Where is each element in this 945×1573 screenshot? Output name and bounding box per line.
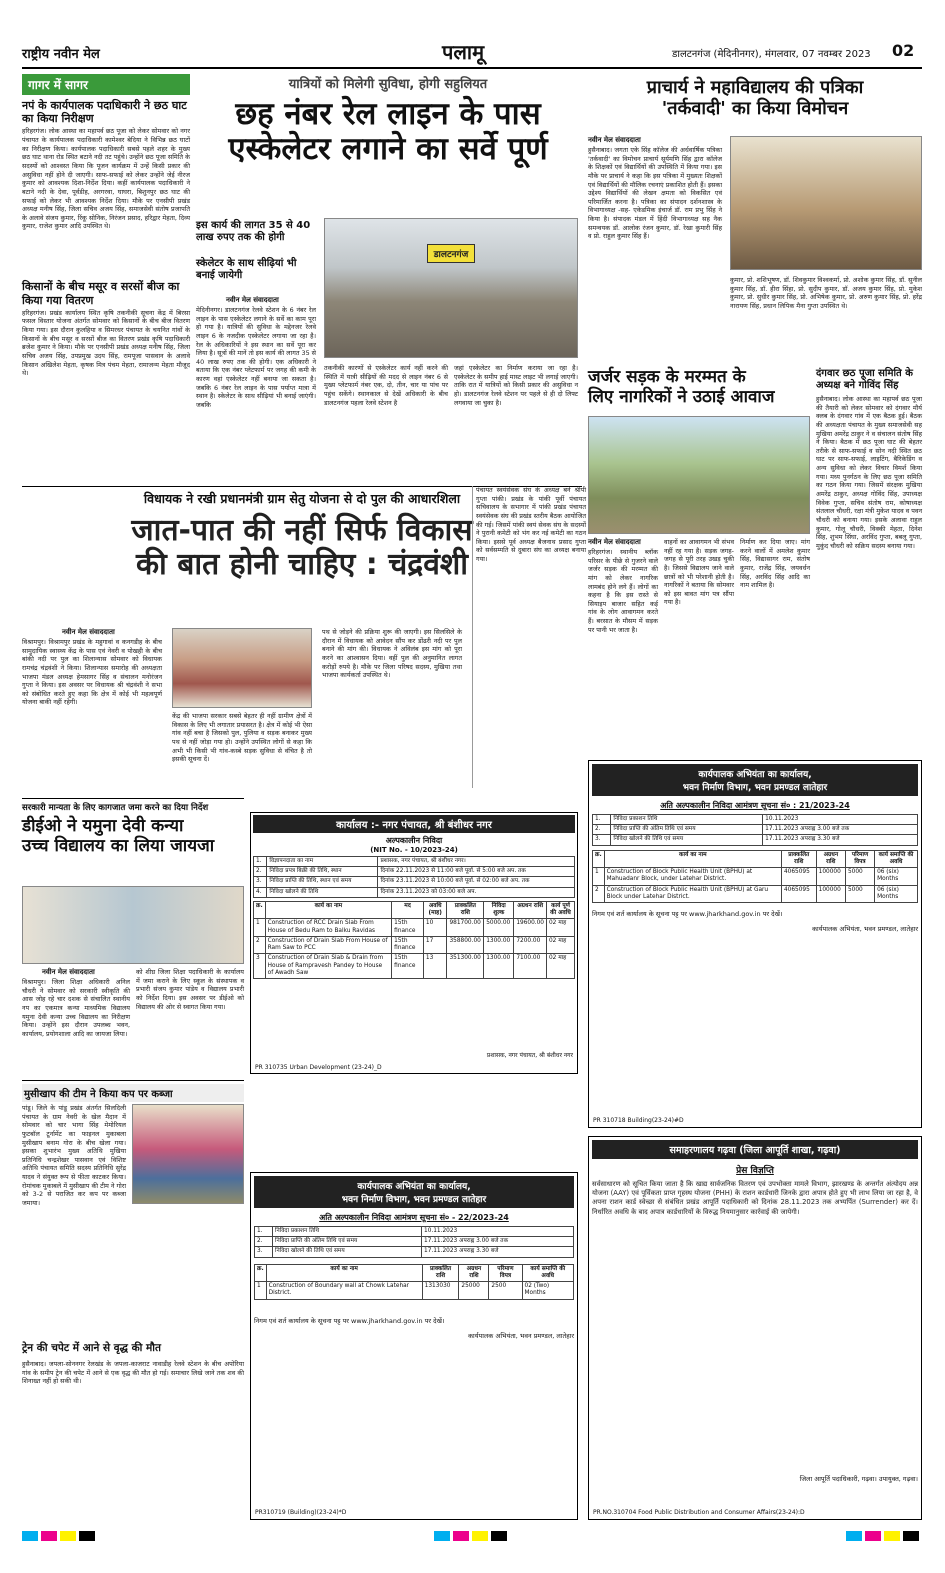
chhath-story — [816, 368, 922, 758]
tender-office — [592, 764, 918, 796]
cmyk-swatches — [22, 1526, 922, 1545]
table-cell: Construction of Boundary wall at Chowk Latehar District. — [266, 1282, 422, 1299]
story-body: हुसैनाबाद। जगता एके सिंह कॉलेज की अर्धवार्षिक पत्रिका 'तर्कवादी' का विमोचन प्राचार्य सूर्यमणि सिंह द्वारा कॉलेज के शिक्षकों एवं विद्यार्थियों की उपस्थिति में किया गया। इस मौके पर प्राचार्य ने कहा कि इस पत्रिका में मुख्यतः शिक्षकों एवं विद्यार्थियों की मौलिक रचनाएं प्रकाशित होती हैं। इसका उद्देश्य विद्यार्थियों की लेखन क्षमता को विकसित एवं परिमार्जित करना है। पत्रिका का संपादन दर्शनशास्त्र के विभागाध्यक्ष -सह- एकेडमिक इंचार्ज डॉ. राम प्रभु सिंह ने किया है। संपादक मंडल में हिंदी विभागाध्यक्ष सह नैक समन्वयक डॉ. आलोक रंजन कुमार, डॉ. रेखा कुमारी सिंह व प्रो. राहुल कुमार सिंह हैं। — [588, 146, 722, 241]
lead-story — [196, 74, 580, 474]
table-cell: 17 — [423, 936, 447, 953]
lead-kicker: यात्रियों को मिलेगी सुविधा, होगी सहुलियत — [288, 77, 488, 92]
story-body: केंद्र की भाजपा सरकार सबसे बेहतर ही नहीं ग्रामीण क्षेत्रों में विकास के लिए भी लगातार प्रयासरत है। क्षेत्र में कोई भी ऐसा गांव नहीं बचा है जिसको पुल, पुलिया व सड़क बनाकर मुख्य पथ से नहीं जोड़ा गया हो। उन्होंने उपस्थित लोगों से कहा कि अभी भी किसी भी गांव-कस्बे सड़क सुविधा से वंचित है तो इसकी सूचना दें। — [172, 712, 312, 764]
column-header: कार्य समाप्ति की अवधि — [522, 1264, 573, 1281]
table-cell: 02 माह — [546, 936, 574, 953]
table-row — [593, 825, 918, 835]
table-cell: 13 — [423, 954, 447, 979]
byline: नवीन मेल संवाददाता — [226, 296, 279, 304]
table-row — [254, 887, 575, 897]
table-cell: 10.11.2023 — [422, 1227, 574, 1237]
table-cell: 10.11.2023 — [763, 815, 918, 825]
table-row — [593, 885, 918, 902]
mla-headline: की बात होनी चाहिए : चंद्रवंशी — [135, 547, 469, 583]
story-body: जहां एस्केलेटर का निर्माण कराया जा रहा है। एस्केलेटर के समीप हाई मास्ट लाइट भी लगाई जाएगी। ताकि रात में यात्रियों को किसी प्रकार की असुविधा न हो। डालटनगंज रेलवे स्टेशन पर पहले से ही दो लिफ्ट लगवाया जा चुका है। — [454, 364, 578, 407]
table-row — [593, 815, 918, 825]
tender-office-line: कार्यपालक अभियंता का कार्यालय, — [357, 1182, 471, 1192]
story-body: तकनीकी कारणों से एस्केलेटर कार्य नहीं करने की स्थिति में यात्री सीढ़ियों की मदद से लाइन नंबर 6 से मुख्य प्लेटफार्म नंबर एक, दो, तीन, चार या पांच पर पहुंच सकेंगे। स्थानकाल से देखें अधिकारी के बीच डालटनगंज पहला रेलवे स्टेशन है — [324, 364, 448, 407]
section-rule — [22, 798, 244, 799]
road-photo — [588, 416, 810, 534]
table-cell: 06 (six) Months — [875, 885, 918, 902]
table-cell: निविदा खोलने की तिथि — [267, 887, 378, 897]
tender-info-table — [592, 814, 918, 846]
column-header: प्राक्कलित राशि — [447, 901, 484, 918]
story-body: हुसैनाबाद। जपला-सोननगर रेलखंड के जपला-काजराट नावाडीह रेलवे स्टेशन के बीच अपोरिया गांव के समीप ट्रेन की चपेट में आने से एक वृद्ध की मौत हो गई। समाचार लिखे जाने तक शव की शिनाख्त नहीं हो सकी थी। — [22, 1360, 244, 1386]
column-header: कार्य समाप्ति की अवधि — [875, 850, 918, 867]
byline: नवीन मेल संवाददाता — [62, 628, 115, 636]
table-cell: 3. — [254, 877, 267, 887]
panchayat-tender — [250, 812, 578, 1074]
column-header: कार्य का नाम — [266, 1264, 422, 1281]
table-cell: 2500 — [489, 1282, 522, 1299]
color-swatch — [453, 1531, 469, 1541]
tender-sign: कार्यपालक अभियंता, भवन प्रमण्डल, लातेहार — [468, 1331, 574, 1340]
table-row — [593, 868, 918, 885]
table-cell: 17.11.2023 अपराह्न 3.00 बजे तक — [422, 1237, 574, 1247]
table-cell: 5000 — [845, 885, 874, 902]
school-visit-photo — [22, 886, 244, 964]
notice-body: सर्वसाधारण को सूचित किया जाता है कि खाद्य सार्वजनिक वितरण एवं उपभोक्ता मामले विभाग, झारखण्ड के अन्तर्गत अंत्योदय अन्न योजना (AAY) एवं पूर्विकता प्राप्त गृहस्थ योजना (PHH) के राशन कार्डधारी जिनके द्वारा अपात्र होते हुए भी लाभ लिया जा रहा है, वे अपना राशन कार्ड स्वेच्छा से संबंधित प्रखंड आपूर्ति पदाधिकारी को दिनांक 28.11.2023 तक अभ्यर्पित (Surrender) कर दें। निर्धारित अवधि के बाद अपात्र कार्डधारियों के विरुद्ध नियमानुसार कार्रवाई की जायेगी। — [592, 1180, 918, 1216]
table-row — [593, 835, 918, 845]
color-swatch — [434, 1531, 450, 1541]
table-cell: निविदा खोलने की तिथि एवं समय — [611, 835, 763, 845]
story-body: निर्माण कर दिया जाए। मांग करने वालों में अमलेश कुमार सिंह, विद्यासागर राम, संतोष कुमार, राजेंद्र सिंह, जयवर्धन सिंह, अरविंद सिंह आदि का नाम शामिल है। — [740, 538, 810, 590]
color-swatch — [41, 1531, 57, 1541]
table-cell: 1 — [254, 919, 266, 936]
table-cell: 3. — [255, 1247, 273, 1257]
table-row — [254, 867, 575, 877]
column-header: अग्रधन राशि — [816, 850, 845, 867]
mla-story — [22, 486, 586, 795]
tender-office — [254, 1176, 574, 1208]
table-cell: 19600.00 — [514, 919, 547, 936]
table-cell: 5000 — [845, 868, 874, 885]
table-cell: 10 — [423, 919, 447, 936]
story-body: हरिहरगंज। स्थानीय ब्लॉक परिसर के पीछे से गुजरने वाले जर्जर सड़क की मरम्मत की मांग को लेकर नागरिक लामबंद होने लगे हैं। लोगों का कहना है कि इस रास्ते से सियाइप बाजार सहित कई गांव के लोग आवागमन करते हैं। बरसात के मौसम में सड़क पर पानी भर जाता है। — [588, 548, 658, 634]
table-cell: 1. — [593, 815, 611, 825]
station-signboard: डालटनगंज — [427, 244, 476, 263]
table-cell: Construction of Block Public Health Unit (BPHU) at Garu Block under Latehar District. — [604, 885, 781, 902]
foundation-stone-photo — [172, 628, 312, 708]
column-header: कार्य का नाम — [265, 901, 392, 918]
table-row — [255, 1237, 574, 1247]
table-cell: विज्ञापनदाता का नाम — [267, 857, 378, 867]
dateline: डालटनगंज (मेदिनीनगर), मंगलवार, 07 नवम्बर 2023 — [672, 49, 871, 60]
table-cell: 3. — [593, 835, 611, 845]
table-row — [254, 919, 575, 936]
football-story — [22, 1084, 244, 1520]
tender-pr-no: PR 310718 Building(23-24)#D — [593, 1117, 684, 1124]
table-row — [254, 936, 575, 953]
table-cell: 358800.00 — [447, 936, 484, 953]
dio-story — [22, 802, 244, 1077]
table-cell: निविदा प्रपत्र बिक्री की तिथि, स्थान — [267, 867, 378, 877]
table-cell: 1 — [593, 868, 605, 885]
tender-pr-no: PR310719 (Building)(23-24)*D — [255, 1509, 347, 1516]
table-row — [254, 857, 575, 867]
football-trophy-photo — [132, 1104, 244, 1204]
train-accident-head: ट्रेन की चपेट में आने से वृद्ध की मौत — [22, 1342, 162, 1354]
tender-office-line: भवन निर्माण विभाग, भवन प्रमण्डल लातेहार — [341, 1195, 487, 1205]
story-body: विश्रामपुर। जिला शिक्षा अधिकारी अनिल चौधरी ने सोमवार को सरकारी स्वीकृति की आस जोह रहे चार दशक से संचालित स्थानीय नप का एकमात्र कन्या माध्यमिक विद्यालय यमुना देवी कन्या उच्च विद्यालय का निरीक्षण किया। उन्होंने इस दौरान उपलब्ध भवन, कार्यालय, प्रयोगशाला आदि का जायजा लिया। — [22, 978, 130, 1038]
table-cell: 15th finance — [392, 936, 424, 953]
tender-footer: निगम एवं शर्त कार्यालय के सूचना पट्ट पर www.jharkhand.gov.in पर देखें। — [254, 1316, 445, 1325]
column-header: प्राक्कलित राशि — [781, 850, 816, 867]
sidebar-story: पंचायत स्वयंसेवक संघ के अध्यक्ष बने श्रीपी गुप्ता पांकी। प्रखंड के पांकी पूर्वी पंचायत सचिवालय के सभागार में पांकी प्रखंड पंचायत स्वयंसेवक संघ की प्रखंड स्तरीय बैठक आयोजित की गई। जिसमें पांकी स्वयं सेवक संघ के सदस्यों ने पुरानी कमेटी को भंग कर नई कमेटी का गठन किया। इससे पूर्व अध्यक्ष बैजनाथ प्रसाद गुप्ता को सर्वसम्मति से दुबारा संघ का अध्यक्ष बनाया गया। — [472, 486, 586, 788]
principal-story — [588, 78, 922, 358]
color-swatch — [472, 1531, 488, 1541]
table-cell: निविदा प्रकाशन तिथि — [272, 1227, 421, 1237]
table-cell: 2. — [255, 1237, 273, 1247]
tender-sign: प्रशासक, नगर पंचायत, श्री बंशीधर नगर — [486, 1052, 573, 1059]
byline: नवीन मेल संवाददाता — [588, 136, 641, 144]
supply-notice — [588, 1136, 922, 1520]
table-cell: 15th finance — [392, 919, 424, 936]
table-cell: 02 माह — [546, 919, 574, 936]
tender-footer: निगम एवं शर्त कार्यालय के सूचना पट्ट पर www.jharkhand.gov.in पर देखें। — [592, 910, 783, 919]
color-swatch — [903, 1531, 919, 1541]
magazine-launch-photo — [730, 136, 922, 270]
table-cell: प्रशासक, नगर पंचायत, श्री बंशीधर नगर। — [378, 857, 575, 867]
byline: नवीन मेल संवाददाता — [42, 968, 95, 976]
story-body: वाहनों का आवागमन भी संभव नहीं रह गया है। सड़क जगह-जगह से पूरी तरह उखड़ चुकी है। जिससे विद्यालय जाने वाले छात्रों को भी परेशानी होती है। नागरिकों ने बताया कि सोमवार को इस बावत मांग पत्र सौंपा गया है। — [664, 538, 734, 607]
table-cell: निविदा प्रकाशन तिथि — [611, 815, 763, 825]
color-swatch — [491, 1531, 507, 1541]
principal-headline: प्राचार्य ने महाविद्यालय की पत्रिका — [646, 77, 864, 98]
story-body: कुमार, प्रो. शशिभूषण, डॉ. शिवकुमार विश्वकर्मा, प्रो. अशोक कुमार सिंह, डॉ. सुनील कुमार सिंह, डॉ. हीरा सिंहा, प्रो. सुदीप कुमार, डॉ. अजय कुमार सिंह, प्रो. मुकेश कुमार, प्रो. सुधीर कुमार सिंह, प्रो. अभिषेक कुमार, प्रो. अरुण कुमार सिंह, प्रो. हरेंद्र नारायण सिंह, प्रधान लिपिक मैना गुप्ता उपस्थित थे। — [730, 276, 922, 310]
story-body: को शीघ्र जिला शिक्षा पदाधिकारी के कार्यालय में जमा कराने के लिए स्कूल के संस्थापक व प्रभारी संजय कुमार पांडेय व विद्यालय प्रभारी को निर्देश दिया। इस अवसर पर डीईओ को विद्यालय की ओर से स्वागत किया गया। — [136, 968, 244, 1011]
color-swatch — [22, 1531, 38, 1541]
bmd-tender-21 — [588, 760, 922, 1128]
paper-logo: राष्ट्रीय नवीन मेल — [22, 47, 100, 62]
section-title: पलामू — [442, 40, 485, 64]
color-swatch — [79, 1531, 95, 1541]
color-swatch — [884, 1531, 900, 1541]
tender-title: अल्पकालीन निविदा — [385, 836, 443, 845]
table-row — [255, 1227, 574, 1237]
column-header: क्र. — [593, 850, 605, 867]
table-cell: 2. — [254, 867, 267, 877]
cmyk-group — [846, 1526, 922, 1545]
table-cell: 7100.00 — [514, 954, 547, 979]
cmyk-group — [22, 1526, 98, 1545]
table-cell: 2 — [593, 885, 605, 902]
masthead — [22, 38, 922, 64]
table-cell: निविदा प्राप्ति की अंतिम तिथि एवं समय — [611, 825, 763, 835]
table-cell: 02 माह — [546, 954, 574, 979]
notice-title: प्रेस विज्ञप्ति — [736, 1166, 774, 1176]
table-cell: 4065095 — [781, 885, 816, 902]
column-header: मद — [392, 901, 424, 918]
column-header: क्र. — [255, 1264, 267, 1281]
tender-info-table — [254, 1226, 574, 1258]
table-cell: Construction of Drain Slab From House of Ram Saw to PCC — [265, 936, 392, 953]
tender-info-table — [253, 856, 575, 898]
column-header: निविदा शुल्क — [484, 901, 514, 918]
station-photo — [324, 218, 578, 358]
table-cell: 1313030 — [422, 1282, 459, 1299]
notice-sign: जिला आपूर्ति पदाधिकारी, गढ़वा। उपायुक्त, गढ़वा। — [799, 1475, 918, 1483]
cmyk-group — [434, 1526, 510, 1545]
gagar-column — [22, 74, 190, 414]
table-cell: 06 (six) Months — [875, 868, 918, 885]
notice-office: समाहरणालय गढ़वा (जिला आपूर्ति शाखा, गढ़वा) — [592, 1140, 918, 1159]
color-swatch — [60, 1531, 76, 1541]
tender-office-line: भवन निर्माण विभाग, भवन प्रमण्डल लातेहार — [682, 783, 828, 793]
table-cell: 2 — [254, 936, 266, 953]
story-head: किसानों के बीच मसूर व सरसों बीज का किया गया वितरण — [22, 280, 180, 307]
byline: नवीन मेल संवाददाता — [588, 538, 641, 546]
column-header: अग्रधन राशि — [514, 901, 547, 918]
masthead-rule — [22, 67, 922, 69]
color-swatch — [846, 1531, 862, 1541]
column-header: प्राक्कलित राशि — [422, 1264, 459, 1281]
table-cell: निविदा प्राप्ति की अंतिम तिथि एवं समय — [272, 1237, 421, 1247]
table-cell: 1300.00 — [484, 936, 514, 953]
lead-headline: छह नंबर रेल लाइन के पास — [235, 96, 541, 132]
column-header: कार्य पूर्ण की अवधि — [546, 901, 574, 918]
tender-pr-no: PR 310735 Urban Development (23-24)_D — [255, 1064, 382, 1071]
table-cell: 25000 — [459, 1282, 489, 1299]
mla-headline: जात-पात की नहीं सिर्फ विकास — [131, 513, 473, 548]
table-cell: दिनांक 23.11.2023 को 03:00 बजे अप. — [378, 887, 575, 897]
table-cell: 1. — [254, 857, 267, 867]
story-body: मेदिनीनगर। डालटनगंज रेलवे स्टेशन के 6 नंबर रेल लाइन के पास एस्केलेटर लगाने के सर्वे का काम पूरा हो गया है। यात्रियों की सुविधा के मद्देनजर रेलवे लाइन 6 के नजदीक एस्केलेटर लगाया जा रहा है। रेल के अधिकारियों ने इस स्थान का सर्वे पूरा कर लिया है। सूत्रों की मानें तो इस कार्य की लागत 35 से 40 लाख रुपए तक की होगी। एक अधिकारी ने बताया कि एक नंबर प्लेटफार्म पर जगह की कमी के कारण वहां एस्केलेटर नहीं बनाया जा सकता है। जबकि 6 नंबर रेल लाइन के पास पर्याप्त मात्रा में स्थान है। स्केलेटर के साथ सीढ़ियां भी बनाई जाएंगी। जबकि — [196, 306, 316, 410]
table-cell: निविदा खोलने की तिथि एवं समय — [272, 1247, 421, 1257]
table-cell: 1. — [255, 1227, 273, 1237]
table-cell: 7200.00 — [514, 936, 547, 953]
road-story — [588, 367, 810, 634]
mla-kicker: विधायक ने रखी प्रधानमंत्री ग्राम सेतु योजना से दो पुल की आधारशिला — [143, 491, 461, 506]
story-body: हुसैनाबाद। लोक आस्था का महापर्व छठ पूजा की तैयारी को लेकर सोमवार को दंगवार मौर्य क्लब के दंगवार गांव में एक बैठक हुई। बैठक की अध्यक्षता पंचायत के मुख्य समाजसेवी सह मुखिया अमरेंद्र ठाकुर ने व संचालन संतोष सिंह ने किया। बैठक में छठ पूजा घाट की बेहतर तरीके से साफ-सफाई व सोन नदी स्थित छठ घाट पर साफ-सफाई, लाइटिंग, बैरिकेडिंग व अन्य सुविधा को लेकर विचार विमर्श किया गया। मध्य पुनर्गठन के लिए छठ पूजा समिति का गठन किया गया। जिसमें संरक्षक मुखिया अमरेंद्र ठाकुर, अध्यक्ष गोविंद सिंह, उपाध्यक्ष विवेक गुप्ता, सचिव संतोष राम, कोषाध्यक्ष संतलाल चौधरी, रक्षा मंत्री मुकेश यादव व पवन चौधरी को बनाया गया। इसके अलावा राहुल कुमार, गोलू चौधरी, विक्की मेहता, दिनेश सिंह, शुभम सिंघा, अरविंद गुप्ता, बबलू गुप्ता, मुकुंद चौधरी को सक्रिय सदस्य बनाया गया। — [816, 395, 922, 550]
lead-subhead: इस कार्य की लागत 35 से 40 लाख रुपए तक की होगी — [196, 220, 311, 243]
table-cell: 100000 — [816, 885, 845, 902]
table-cell: 981700.00 — [447, 919, 484, 936]
road-headline: जर्जर सड़क के मरम्मत के — [588, 367, 746, 387]
registration-bar — [22, 1526, 922, 1538]
section-rule — [22, 1080, 244, 1081]
tender-title: अति अल्पकालीन निविदा आमंत्रण सूचना सं० - 22/2023-24 — [319, 1213, 509, 1222]
lead-subhead: स्केलेटर के साथ सीढ़ियां भी बनाई जायेगी — [196, 258, 297, 281]
table-cell: 5000.00 — [484, 919, 514, 936]
color-swatch — [865, 1531, 881, 1541]
lead-headline: एस्केलेटर लगाने का सर्वे पूर्ण — [228, 131, 548, 168]
table-cell: 02 (Two) Months — [522, 1282, 573, 1299]
table-cell: 4065095 — [781, 868, 816, 885]
table-cell: 1 — [255, 1282, 267, 1299]
table-cell: Construction of Block Public Health Unit (BPHU) at Mahuadanr Block, under Latehar District. — [604, 868, 781, 885]
table-cell: 351300.00 — [447, 954, 484, 979]
table-cell: 1300.00 — [484, 954, 514, 979]
table-cell: 15th finance — [392, 954, 424, 979]
column-header: अग्रधन राशि — [459, 1264, 489, 1281]
story-body: हरिहरगंज। प्रखंड कार्यालय स्थित कृषि तकनीकी सूचना केंद्र में बिरसा फसल विस्तार योजना अंतर्गत सोमवार को किसानों के बीच बीज वितरण किया गया। इस दौरान कुलहिया व सिमरधर पंचायत के चयनित गांवों के किसानों के बीच मसूर व सरसों बीज का वितरण प्रखंड कृषि पदाधिकारी ब्रजेश कुमार ने किया। मौके पर एनसीपी प्रखंड अध्यक्ष मनीष सिंह, जिला सचिव अजय सिंह, उपप्रमुख उदय सिंह, रामपूजा पासवान के अलावे किसान अखिलेश मेहता, कृषक मित्र पंचम मेहता, रामाजन्म मेहता मौजूद थे। — [22, 308, 190, 378]
table-row — [255, 1247, 574, 1257]
column-header: अवधि (माह) — [423, 901, 447, 918]
gagar-tag: गागर में सागर — [22, 74, 190, 95]
dio-kicker: सरकारी मान्यता के लिए कागजात जमा करने का दिया निर्देश — [22, 803, 209, 813]
column-header: परिमाण विपत्र — [845, 850, 874, 867]
notice-pr-no: PR.NO.310704 Food Public Distribution and Consumer Affairs(23-24):D — [593, 1509, 805, 1516]
tender-works-table — [253, 901, 575, 979]
table-cell: 17.11.2023 अपराह्न 3.30 बजे — [763, 835, 918, 845]
table-cell: 2. — [593, 825, 611, 835]
table-cell: निविदा प्राप्ति की तिथि, स्थान एवं समय — [267, 877, 378, 887]
table-cell: 17.11.2023 अपराह्न 3.00 बजे तक — [763, 825, 918, 835]
chhath-headline: दंगवार छठ पूजा समिति के अध्यक्ष बने गोविंद सिंह — [816, 368, 913, 391]
table-cell: 17.11.2023 अपराह्न 3.30 बजे — [422, 1247, 574, 1257]
table-cell: 3 — [254, 954, 266, 979]
table-cell: 100000 — [816, 868, 845, 885]
table-cell: दिनांक 22.11.2023 से 11:00 बजे पूर्वा. से 5:00 बजे अप. तक — [378, 867, 575, 877]
tender-office: कार्यालय :- नगर पंचायत, श्री बंशीधर नगर — [253, 815, 575, 833]
column-header: क्र. — [254, 901, 266, 918]
bmd-tender-22 — [250, 1172, 578, 1520]
table-row — [255, 1282, 574, 1299]
football-kicker: मुसीखाप की टीम ने किया कप पर कब्जा — [22, 1084, 244, 1102]
table-cell: 4. — [254, 887, 267, 897]
table-cell: दिनांक 23.11.2023 से 10:00 बजे पूर्वा. से 02:00 बजे अप. तक — [378, 877, 575, 887]
table-cell: Construction of RCC Drain Slab From House of Bedu Ram to Balku Ravidas — [265, 919, 392, 936]
column-header: कार्य का नाम — [604, 850, 781, 867]
tender-office-line: कार्यपालक अभियंता का कार्यालय, — [698, 770, 812, 780]
tender-sign: कार्यपालक अभियंता, भवन प्रमण्डल, लातेहार — [812, 925, 918, 934]
story-body: हरिहरगंज। लोक आस्था का महापर्व छठ पूजा को लेकर सोमवार को नगर पंचायत के कार्यपालक पदाधिकारी कामेश्वर बेदिया ने विभिन्न छठ घाटों का निरीक्षण किया। कार्यपालक पदाधिकारी सबसे पहले शहर के मुख्य छठ घाट थाना रोड स्थित बटाने नदी तट पहुंचे। उन्होंने छठ पूजा समिति के सदस्यों को आश्वस्त किया कि पूजन कार्यक्रम में उन्हें किसी प्रकार की असुविधा नहीं होने दी जाएगी। साफ-सफाई को लेकर उन्होंने जेई नीरज कुमार को आवश्यक दिशा-निर्देश दिया। कहीं कार्यपालक पदाधिकारी ने बटाने नदी के देवा, पूर्वडीह, अरगरवा, घाघरा, बिशुनपुर छठ घाट की सफाई को लेकर भी आवश्यक निर्देश दिया। मौके पर एनसीपी प्रखंड अध्यक्ष मनीष सिंह, जिला सचिव अजय सिंह, समाजसेवी संतोष प्रजापति के अलावे संजय कुमार, रिंकू सोनिक, निरंजन प्रसाद, हरिद्वार मेहता, दिव्य कुमार, राजेश कुमार आदि उपस्थित थे। — [22, 127, 190, 231]
table-row — [254, 954, 575, 979]
story-body: पथ से जोड़ने की प्रक्रिया शुरू की जाएगी। इस सिलसिले के दौरान में विधायक को आवेदन सौंप कर डोंढरी नदी पर पुल बनाने की मांग की। विधायक ने अविलंब इस मांग को पूरा करने का आश्वासन दिया। वहीं पुल की अनुमानित लागत करोड़ों रुपये है। मौके पर जिला परिषद सदस्य, मुखिया तथा भाजपा कार्यकर्ता उपस्थित थे। — [322, 628, 462, 680]
story-body: विश्रामपुर। विश्रामपुर प्रखंड के महुगावां व कनगडीह के बीच सामुदायिक स्वास्थ्य केंद्र के पास एवं नेवरी व पोखही के बीच बांकी नदी पर पुल का शिलान्यास सोमवार को विधायक रामचंद्र चंद्रवंशी ने किया। शिलान्यास समारोह की अध्यक्षता भाजपा मंडल अध्यक्ष हेमसागर सिंह व संचालन मनोरंजन गुप्ता ने किया। इस अवसर पर विधायक श्री चंद्रवंशी ने सभा को संबोधित करते हुए कहा कि क्षेत्र में कोई भी महत्वपूर्ण योजना बाकी नहीं रहेगी। — [22, 638, 162, 707]
tender-nit: (NIT No. - 10/2023-24) — [370, 846, 458, 854]
tender-works-table — [254, 1264, 574, 1300]
column-header: परिमाण विपत्र — [489, 1264, 522, 1281]
road-headline: लिए नागरिकों ने उठाई आवाज — [588, 387, 775, 408]
story-head: नपं के कार्यपालक पदाधिकारी ने छठ घाट का किया निरीक्षण — [22, 99, 187, 126]
tender-works-table — [592, 850, 918, 903]
dio-headline: डीईओ ने यमुना देवी कन्या — [22, 816, 184, 836]
story-body: पांडू। जिले के पांडू प्रखंड अंतर्गत सिलदिली पंचायत के ग्राम नेवरी के खेल मैदान में सोमवार को चार भागा सिंह मेमोरियल फुटबॉल टूर्नामेंट का फाइनल मुकाबला मुसीखाप बनाम गोरा के बीच खेला गया। इसका शुभारंभ मुख्य अतिथि मुखिया प्रतिनिधि चन्द्रशेखर पासवान एवं विशिष्ट अतिथि पंचायत समिति सदस्य प्रतिनिधि सुरेंद्र यादव ने संयुक्त रूप से फीता काटकर किया। रोमांचक मुकाबले में मुसीखाप की टीम ने गोरा को 3-2 से पराजित कर कप पर कब्जा जमाया। — [22, 1104, 126, 1208]
page-number: 02 — [892, 41, 915, 60]
table-cell: Construction of Drain Slab & Drain from House of Rampravesh Pandey to House of Awadh Saw — [265, 954, 392, 979]
principal-headline: 'तर्कवादी' का किया विमोचन — [661, 98, 849, 120]
tender-title: अति अल्पकालीन निविदा आमंत्रण सूचना सं० : 21/2023-24 — [660, 801, 850, 810]
dio-headline: उच्च विद्यालय का लिया जायजा — [22, 836, 215, 857]
table-row — [254, 877, 575, 887]
